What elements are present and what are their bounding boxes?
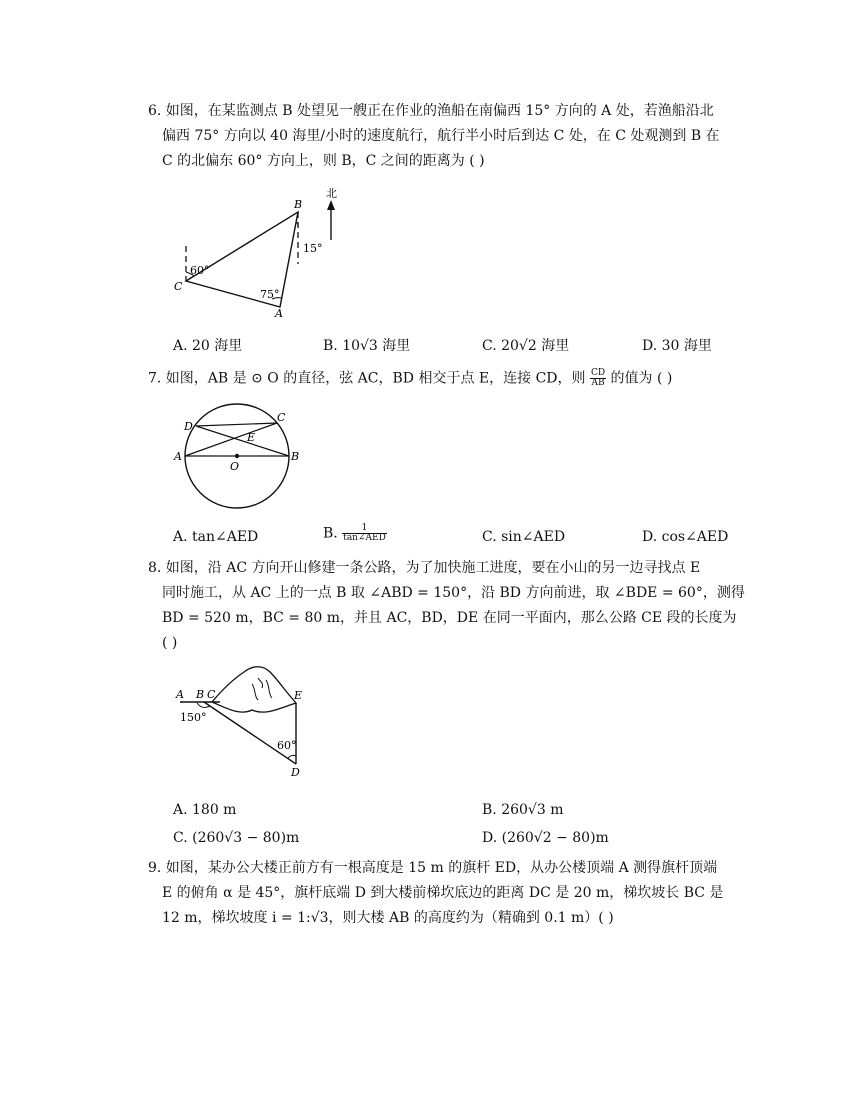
q8-angle-d-arc bbox=[288, 755, 296, 758]
q7-center-point bbox=[235, 454, 239, 458]
q6-angle-a-label: 75° bbox=[260, 288, 280, 301]
q8-option-c: C. (260√3 − 80)m bbox=[173, 830, 300, 846]
q6-line1: 6. 如图，在某监测点 B 处望见一艘正在作业的渔船在南偏西 15° 方向的 A 处，若渔船沿北 bbox=[148, 103, 714, 119]
q7-line1 bbox=[148, 369, 672, 388]
q8-label-c: C bbox=[207, 688, 216, 701]
q6-figure bbox=[168, 186, 358, 322]
q7-option-b-fraction bbox=[342, 524, 387, 543]
q8-label-e: E bbox=[294, 689, 303, 702]
q6-label-a: A bbox=[275, 307, 283, 320]
q9-line3: 12 m，梯坎坡度 i = 1:√3，则大楼 AB 的高度约为（精确到 0.1 m）( ) bbox=[162, 910, 614, 926]
q7-label-c: C bbox=[277, 411, 286, 424]
q6-label-c: C bbox=[174, 280, 183, 293]
q7-figure bbox=[170, 400, 310, 512]
q8-label-a: A bbox=[176, 688, 184, 701]
q7-chord-ac bbox=[185, 423, 277, 456]
q7-option-b-letter: B. bbox=[323, 525, 338, 542]
q8-mountain-detail-1 bbox=[252, 684, 258, 700]
q6-angle-c-label: 60° bbox=[190, 264, 210, 277]
q7-stem-pre: 7. 如图，AB 是 ⊙ O 的直径，弦 AC，BD 相交于点 E，连接 CD，则 bbox=[148, 370, 586, 387]
q7-option-c: C. sin∠AED bbox=[482, 529, 566, 545]
q9-line2: E 的俯角 α 是 45°，旗杆底端 D 到大楼前梯坎底边的距离 DC 是 20 m，梯坎坡长 BC 是 bbox=[162, 885, 724, 901]
q7-frac-num: CD bbox=[590, 368, 606, 378]
q7-label-b: B bbox=[291, 450, 300, 463]
q7-stem-post: 的值为 ( ) bbox=[610, 370, 673, 387]
q7-option-b bbox=[323, 524, 387, 543]
q7-option-b-den: tan∠AED bbox=[343, 533, 386, 543]
q7-label-e: E bbox=[247, 431, 256, 444]
q8-line1: 8. 如图，沿 AC 方向开山修建一条公路，为了加快施工进度，要在小山的另一边寻找点 E bbox=[148, 560, 701, 576]
q7-option-b-num: 1 bbox=[342, 524, 387, 534]
q7-label-o: O bbox=[230, 460, 240, 473]
q8-option-a: A. 180 m bbox=[173, 802, 237, 818]
q6-label-north: 北 bbox=[326, 187, 337, 200]
q7-label-a: A bbox=[174, 450, 182, 463]
q8-line4: ( ) bbox=[162, 635, 178, 651]
q8-line3: BD = 520 m，BC = 80 m，并且 AC，BD，DE 在同一平面内，那么公路 CE 段的长度为 bbox=[162, 610, 737, 626]
q7-segment-cd bbox=[196, 423, 277, 426]
q6-triangle bbox=[186, 212, 298, 307]
q6-label-b: B bbox=[294, 198, 303, 211]
q8-label-d: D bbox=[291, 766, 300, 779]
q9-line1: 9. 如图，某办公大楼正前方有一根高度是 15 m 的旗杆 ED，从办公楼顶端 A 测得旗杆顶端 bbox=[148, 860, 718, 876]
q8-angle-b-label: 150° bbox=[180, 711, 207, 724]
q8-figure bbox=[170, 660, 310, 780]
q8-option-d: D. (260√2 − 80)m bbox=[482, 830, 609, 846]
q7-option-a: A. tan∠AED bbox=[173, 529, 259, 545]
q8-mountain-detail-3 bbox=[258, 678, 263, 688]
q6-line3: C 的北偏东 60° 方向上，则 B，C 之间的距离为 ( ) bbox=[162, 153, 485, 169]
q6-option-d: D. 30 海里 bbox=[642, 338, 712, 354]
q7-frac-den: AB bbox=[591, 378, 605, 388]
q6-option-b: B. 10√3 海里 bbox=[323, 338, 411, 354]
q6-option-c: C. 20√2 海里 bbox=[482, 338, 570, 354]
q7-chord-bd bbox=[196, 426, 289, 456]
q6-angle-b-label: 15° bbox=[303, 242, 323, 255]
q7-label-d: D bbox=[184, 420, 193, 433]
q6-option-a: A. 20 海里 bbox=[173, 338, 243, 354]
q6-line2: 偏西 75° 方向以 40 海里/小时的速度航行，航行半小时后到达 C 处，在 C 处观测到 B 在 bbox=[162, 128, 720, 144]
q8-mountain-detail-2 bbox=[266, 680, 272, 698]
q8-option-b: B. 260√3 m bbox=[482, 802, 564, 818]
q7-option-d: D. cos∠AED bbox=[642, 529, 729, 545]
q8-angle-d-label: 60° bbox=[277, 739, 297, 752]
q7-fraction bbox=[590, 369, 606, 388]
q8-line2: 同时施工，从 AC 上的一点 B 取 ∠ABD = 150°，沿 BD 方向前进，取 ∠BDE = 60°，测得 bbox=[162, 585, 745, 601]
q8-label-b: B bbox=[196, 688, 205, 701]
q6-north-arrowhead bbox=[327, 200, 335, 210]
